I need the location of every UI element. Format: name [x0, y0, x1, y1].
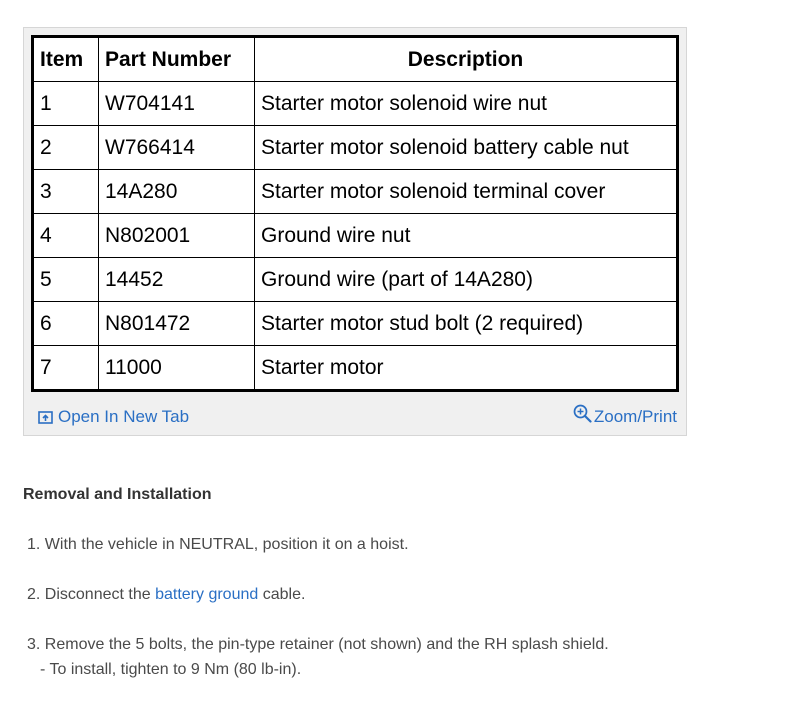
description-column-header: Description	[255, 37, 678, 82]
item-cell: 3	[33, 170, 99, 214]
zoom-print-label: Zoom/Print	[593, 407, 677, 426]
table-row	[33, 258, 678, 302]
open-in-new-tab-link[interactable]	[38, 407, 189, 427]
substep-marker: -	[40, 661, 46, 678]
step-text: Remove the 5 bolts, the pin-type retainer (not shown) and the RH splash shield.	[44, 636, 609, 653]
item-cell: 1	[33, 82, 99, 126]
part-number-cell: W704141	[99, 82, 255, 126]
step-number: 1.	[27, 536, 41, 553]
battery-ground-link[interactable]: battery ground	[155, 586, 259, 603]
description-cell: Ground wire nut	[255, 214, 678, 258]
table-header-row	[33, 37, 678, 82]
step-item	[27, 586, 767, 604]
parts-table	[31, 35, 679, 392]
item-cell: 4	[33, 214, 99, 258]
section-heading: Removal and Installation	[23, 486, 212, 503]
figure-card-footer	[38, 404, 677, 430]
part-number-column-header: Part Number	[99, 37, 255, 82]
part-number-cell: 14452	[99, 258, 255, 302]
substep-text: To install, tighten to 9 Nm (80 lb-in).	[49, 661, 302, 678]
table-row	[33, 346, 678, 391]
description-cell: Starter motor solenoid battery cable nut	[255, 126, 678, 170]
description-cell: Ground wire (part of 14A280)	[255, 258, 678, 302]
step-item	[27, 536, 767, 554]
part-number-cell: W766414	[99, 126, 255, 170]
table-row	[33, 170, 678, 214]
description-cell: Starter motor	[255, 346, 678, 391]
zoom-print-link[interactable]	[573, 407, 677, 427]
parts-figure-card	[23, 27, 687, 436]
zoom-in-icon	[573, 404, 592, 423]
item-cell: 2	[33, 126, 99, 170]
step-substep	[27, 661, 767, 679]
item-cell: 6	[33, 302, 99, 346]
step-number: 3.	[27, 636, 41, 653]
table-row	[33, 126, 678, 170]
description-cell: Starter motor stud bolt (2 required)	[255, 302, 678, 346]
item-cell: 7	[33, 346, 99, 391]
open-in-new-tab-label: Open In New Tab	[58, 407, 190, 426]
description-cell: Starter motor solenoid wire nut	[255, 82, 678, 126]
part-number-cell: 11000	[99, 346, 255, 391]
part-number-cell: 14A280	[99, 170, 255, 214]
item-column-header: Item	[33, 37, 99, 82]
table-row	[33, 302, 678, 346]
procedure-steps	[27, 536, 767, 711]
open-new-tab-icon	[38, 411, 53, 424]
step-text: With the vehicle in NEUTRAL, position it on a hoist.	[44, 536, 409, 553]
step-item	[27, 636, 767, 679]
table-row	[33, 82, 678, 126]
table-row	[33, 214, 678, 258]
description-cell: Starter motor solenoid terminal cover	[255, 170, 678, 214]
item-cell: 5	[33, 258, 99, 302]
step-text: cable.	[262, 586, 306, 603]
part-number-cell: N801472	[99, 302, 255, 346]
step-number: 2.	[27, 586, 41, 603]
part-number-cell: N802001	[99, 214, 255, 258]
step-text: Disconnect the	[44, 586, 151, 603]
